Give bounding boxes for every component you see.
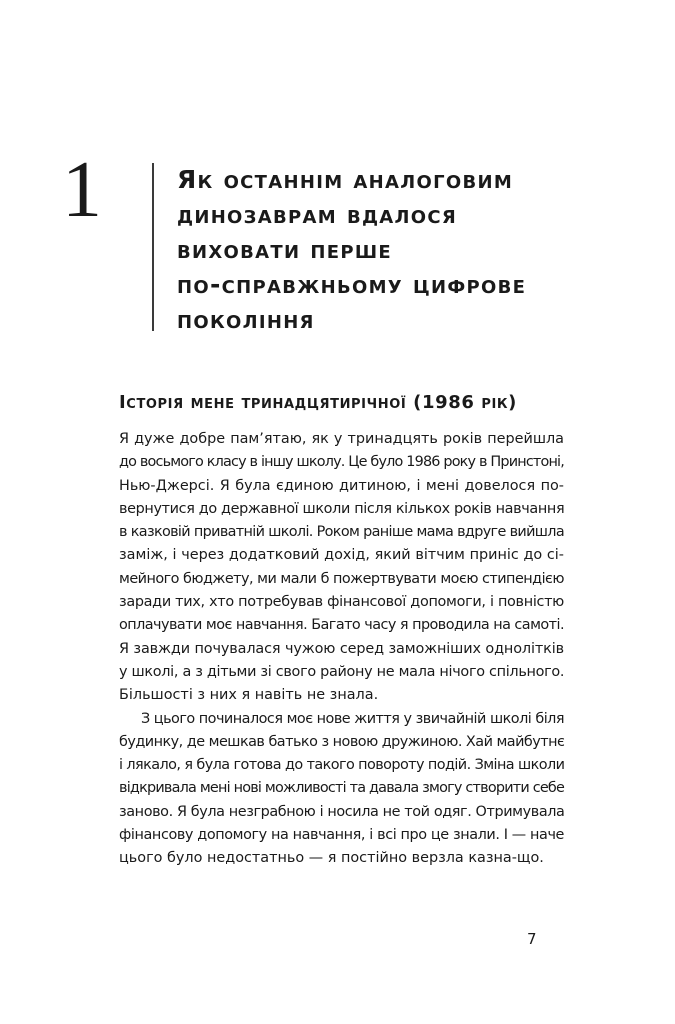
section-heading: Історія мене тринадцятирічної (1986 рік)	[119, 392, 517, 413]
text-line: вернутися до державної школи після кількох років навчання	[119, 500, 565, 517]
chapter-title-line: динозаврам вдалося	[177, 200, 458, 229]
chapter-title-line: виховати перше	[177, 235, 392, 264]
text-line: відкривала мені нові можливості та давала змогу створити себе	[119, 780, 565, 797]
text-line: З цього починалося моє нове життя у звичайній школі біля	[141, 710, 564, 727]
text-line: Я завжди почувалася чужою серед заможніших однолітків	[119, 640, 564, 657]
text-line: мейного бюджету, ми мали б пожертвувати моєю стипендією	[119, 570, 564, 587]
text-line: будинку, де мешкав батько з новою дружиною. Хай майбутнє	[119, 733, 565, 750]
text-line: Нью-Джерсі. Я була єдиною дитиною, і мені довелося по-	[119, 477, 564, 494]
text-line: заради тих, хто потребував фінансової допомоги, і повністю	[119, 594, 564, 611]
text-line: оплачувати моє навчання. Багато часу я проводила на самоті.	[119, 617, 564, 634]
chapter-title-line: по-справжньому цифрове	[177, 270, 527, 299]
chapter-divider-rule	[152, 163, 154, 331]
chapter-title-line: Як останнім аналоговим	[177, 165, 514, 194]
chapter-title	[177, 162, 617, 337]
text-line: і лякало, я була готова до такого повороту подій. Зміна школи	[119, 757, 565, 774]
text-line: у школі, а з дітьми зі свого району не мала нічого спільного.	[119, 663, 565, 680]
text-line: заміж, і через додатковий дохід, який вітчим приніс до сі-	[119, 547, 564, 564]
paragraph-2	[119, 708, 564, 871]
paragraph-1	[119, 428, 564, 708]
text-line: фінансову допомогу на навчання, і всі про це знали. І — наче	[119, 827, 564, 844]
text-line: в казковій приватній школі. Роком раніше мама вдруге вийшла	[119, 524, 564, 541]
text-line: Я дуже добре пам’ятаю, як у тринадцять років перейшла	[119, 431, 564, 447]
text-line: до восьмого класу в іншу школу. Це було 1986 року в Принстоні,	[119, 454, 564, 471]
page-number: 7	[527, 930, 537, 948]
text-line: цього було недостатньо — я постійно верзла казна-що.	[119, 850, 544, 867]
chapter-title-line: покоління	[177, 305, 315, 334]
text-line: заново. Я була незграбною і носила не той одяг. Отримувала	[119, 803, 565, 820]
text-line: Більшості з них я навіть не знала.	[119, 687, 379, 704]
chapter-number: 1	[62, 146, 102, 234]
body-text	[119, 428, 564, 871]
